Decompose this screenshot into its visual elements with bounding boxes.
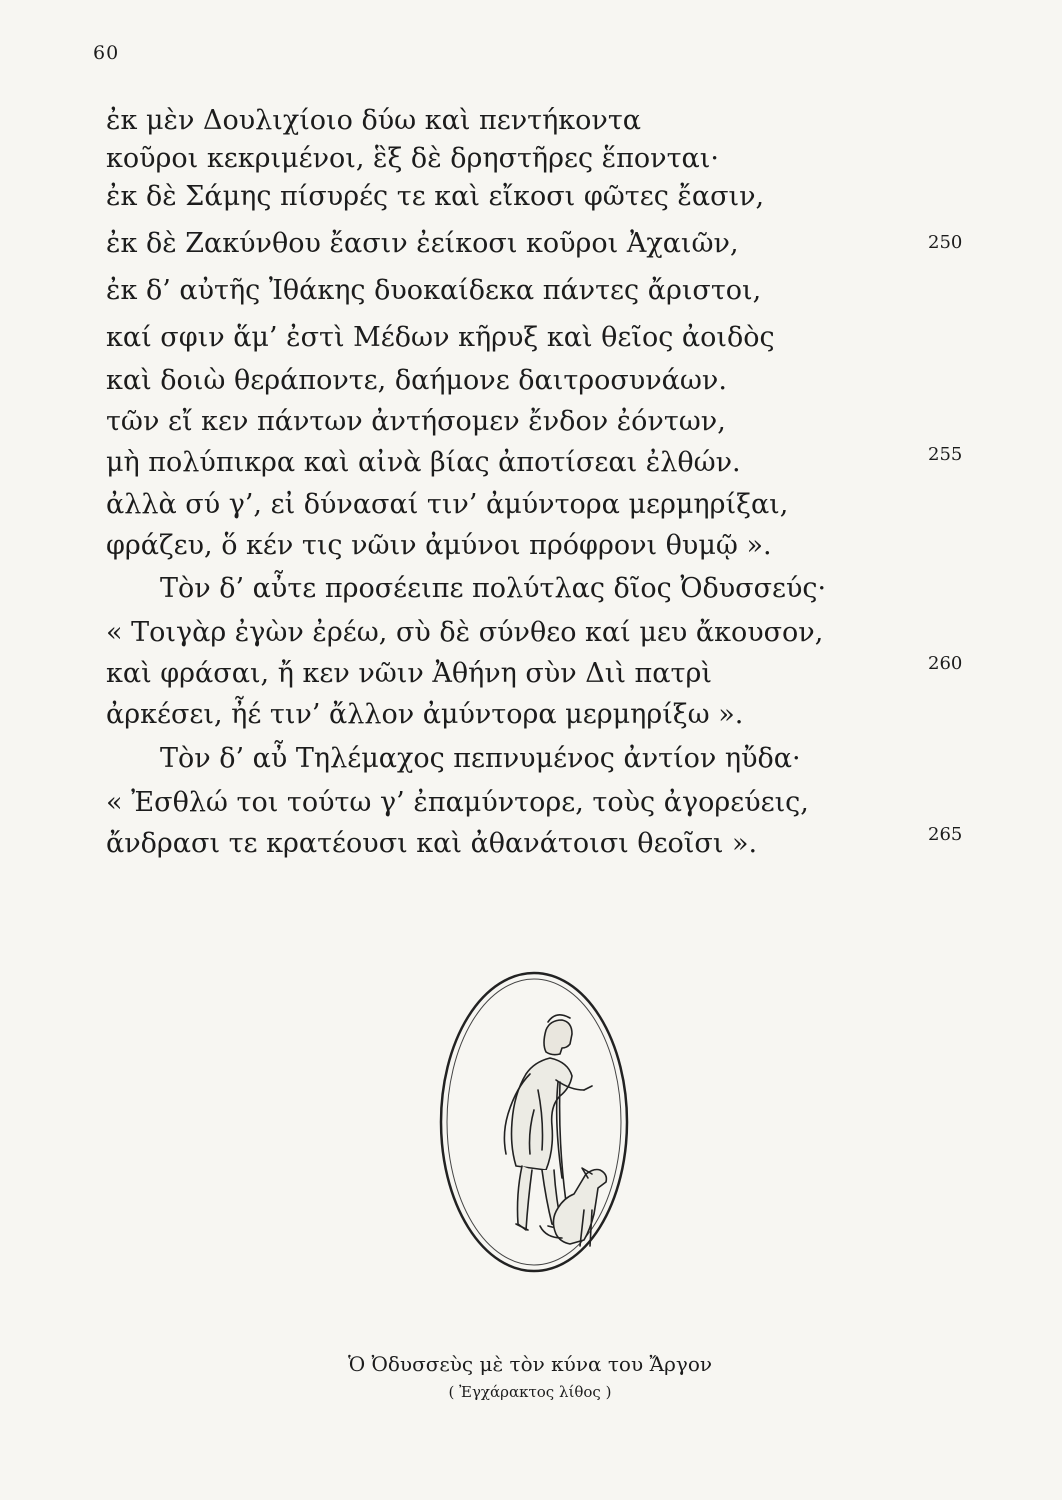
line-number: 255: [928, 444, 963, 465]
line-number: 260: [928, 653, 963, 674]
line-number: 265: [928, 824, 963, 845]
verse-line: ἐκ μὲν Δουλιχίοιο δύω καὶ πεντήκοντα: [106, 105, 641, 136]
illustration-caption: Ὁ Ὀδυσσεὺς μὲ τὸν κύνα του Ἄργον: [347, 1352, 713, 1376]
line-number: 250: [928, 232, 963, 253]
verse-line: τῶν εἴ κεν πάντων ἀντήσομεν ἔνδον ἐόντων,: [106, 406, 726, 437]
verse-line: Τὸν δ’ αὖτε προσέειπε πολύτλας δῖος Ὀδυσσεύς·: [160, 573, 827, 604]
verse-line: « Τοιγὰρ ἐγὼν ἐρέω, σὺ δὲ σύνθεο καί μευ ἄκουσον,: [106, 617, 824, 648]
illustration-subcaption: ( Ἐγχάρακτος λίθος ): [448, 1383, 612, 1401]
engraved-gem-illustration: [438, 970, 630, 1274]
verse-line: « Ἐσθλώ τοι τούτω γ’ ἐπαμύντορε, τοὺς ἀγορεύεις,: [106, 787, 809, 818]
verse-line: ἀρκέσει, ἦέ τιν’ ἄλλον ἀμύντορα μερμηρίξω ».: [106, 699, 744, 730]
verse-line: Τὸν δ’ αὖ Τηλέμαχος πεπνυμένος ἀντίον ηὔδα·: [160, 743, 801, 774]
verse-line: ἀλλὰ σύ γ’, εἰ δύνασαί τιν’ ἀμύντορα μερμηρίξαι,: [106, 489, 789, 520]
verse-line: καὶ δοιὼ θεράποντε, δαήμονε δαιτροσυνάων.: [106, 365, 727, 396]
verse-line: καὶ φράσαι, ἤ κεν νῶιν Ἀθήνη σὺν Διὶ πατρὶ: [106, 658, 712, 689]
verse-line: καί σφιν ἅμ’ ἐστὶ Μέδων κῆρυξ καὶ θεῖος ἀοιδὸς: [106, 322, 775, 353]
verse-line: ἐκ δὲ Ζακύνθου ἔασιν ἐείκοσι κοῦροι Ἀχαιῶν,: [106, 228, 739, 259]
verse-line: μὴ πολύπικρα καὶ αἰνὰ βίας ἀποτίσεαι ἐλθών.: [106, 447, 741, 478]
verse-line: φράζευ, ὅ κέν τις νῶιν ἀμύνοι πρόφρονι θυμῷ ».: [106, 530, 772, 561]
verse-line: ἐκ δ’ αὐτῆς Ἰθάκης δυοκαίδεκα πάντες ἄριστοι,: [106, 275, 762, 306]
page-number: 60: [93, 42, 120, 64]
verse-line: ἄνδρασι τε κρατέουσι καὶ ἀθανάτοισι θεοῖσι ».: [106, 828, 758, 859]
verse-line: κοῦροι κεκριμένοι, ἓξ δὲ δρηστῆρες ἕπονται·: [106, 143, 719, 174]
verse-line: ἐκ δὲ Σάμης πίσυρές τε καὶ εἴκοσι φῶτες ἔασιν,: [106, 181, 765, 212]
